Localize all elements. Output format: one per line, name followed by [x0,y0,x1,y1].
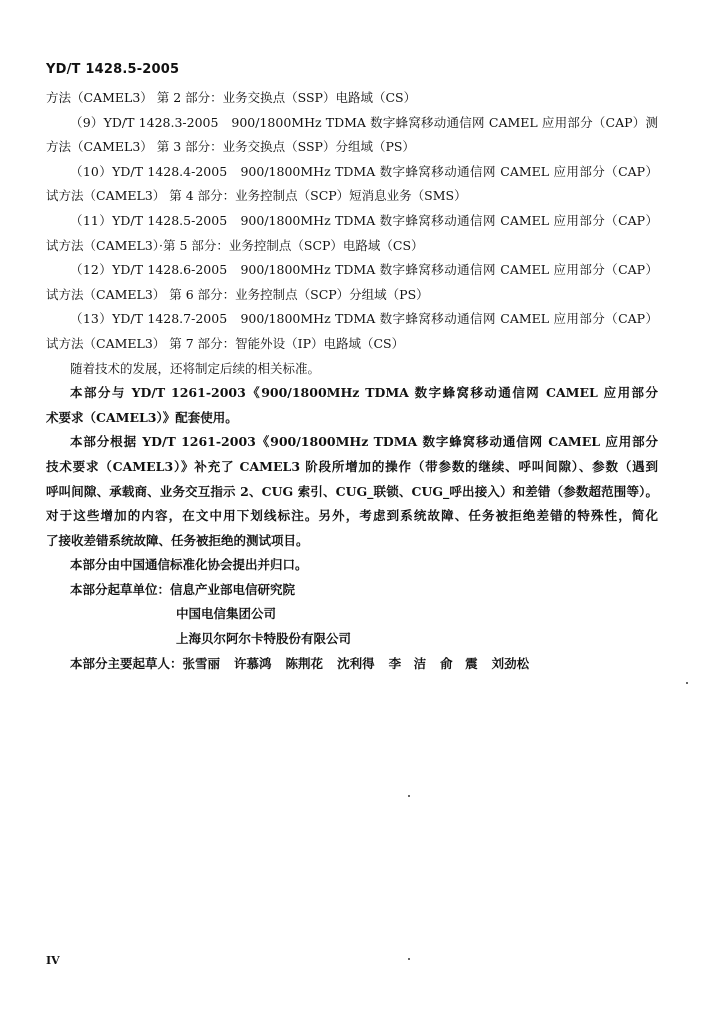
text-line: 对于这些增加的内容，在文中用下划线标注。另外，考虑到系统故障、任务被拒绝差错的特殊性，简化 [46,508,658,524]
text-line: 技术要求（CAMEL3）》补充了 CAMEL3 阶段所增加的操作（带参数的继续、呼叫间隙）、参数（遇到 [46,458,658,474]
author-name: 许慕鸿 [234,655,272,671]
author-name: 刘劲松 [491,655,530,671]
text-line: （11）YD/T 1428.5-2005 900/1800MHz TDMA 数字蜂窝移动通信网 CAMEL 应用部分（CAP） [70,212,658,228]
scan-speck [686,682,688,684]
scan-speck [408,795,410,797]
text-line: （13）YD/T 1428.7-2005 900/1800MHz TDMA 数字蜂窝移动通信网 CAMEL 应用部分（CAP） [70,311,658,327]
text-line: 方法（CAMEL3） 第 2 部分：业务交换点（SSP）电路域（CS） [46,90,417,105]
text-line: 术要求（CAMEL3）》配套使用。 [46,409,238,425]
text-line: （9）YD/T 1428.3-2005 900/1800MHz TDMA 数字蜂窝移动通信网 CAMEL 应用部分（CAP）测 [70,114,658,130]
drafting-unit-line: 本部分起草单位：信息产业部电信研究院 [70,581,296,597]
author-name: 沈利得 [337,655,375,671]
authors-line [46,652,658,677]
text-line: （10）YD/T 1428.4-2005 900/1800MHz TDMA 数字蜂窝移动通信网 CAMEL 应用部分（CAP） [70,163,658,179]
author-name: 陈荆花 [285,655,324,671]
document-id-header: YD/T 1428.5-2005 [46,62,180,77]
drafting-unit-line: 中国电信集团公司 [176,606,277,622]
text-line: 试方法（CAMEL3）·第 5 部分：业务控制点（SCP）电路域（CS） [46,237,424,253]
author-name: 李 洁 [388,655,427,671]
text-line: 试方法（CAMEL3） 第 7 部分：智能外设（IP）电路域（CS） [46,335,405,351]
text-line: （12）YD/T 1428.6-2005 900/1800MHz TDMA 数字蜂窝移动通信网 CAMEL 应用部分（CAP） [70,262,658,278]
text-line: 随着技术的发展，还将制定后续的相关标准。 [70,360,321,376]
drafting-unit-line: 上海贝尔阿尔卡特股份有限公司 [176,631,352,647]
text-line: 呼叫间隙、承载商、业务交互指示 2、CUG 索引、CUG_联锁、CUG_呼出接入）和差错（参数超范围等）。 [46,483,658,499]
author-name: 张雪丽 [182,655,221,671]
author-name: 俞 震 [440,655,478,671]
scan-speck [408,958,410,960]
foreword-body [46,86,658,676]
text-line: 试方法（CAMEL3） 第 4 部分：业务控制点（SCP）短消息业务（SMS） [46,188,467,204]
text-line: 了接收差错系统故障、任务被拒绝的测试项目。 [46,532,309,548]
text-line: 方法（CAMEL3） 第 3 部分：业务交换点（SSP）分组域（PS） [46,139,415,155]
authors-label: 本部分主要起草人： [70,655,183,671]
text-line: 本部分根据 YD/T 1261-2003《900/1800MHz TDMA 数字蜂窝移动通信网 CAMEL 应用部分 [70,434,658,450]
text-line: 本部分与 YD/T 1261-2003《900/1800MHz TDMA 数字蜂窝移动通信网 CAMEL 应用部分 [70,385,658,401]
text-line: 试方法（CAMEL3） 第 6 部分：业务控制点（SCP）分组域（PS） [46,286,429,302]
text-line: 本部分由中国通信标准化协会提出并归口。 [70,557,308,573]
page-number: IV [46,954,60,967]
